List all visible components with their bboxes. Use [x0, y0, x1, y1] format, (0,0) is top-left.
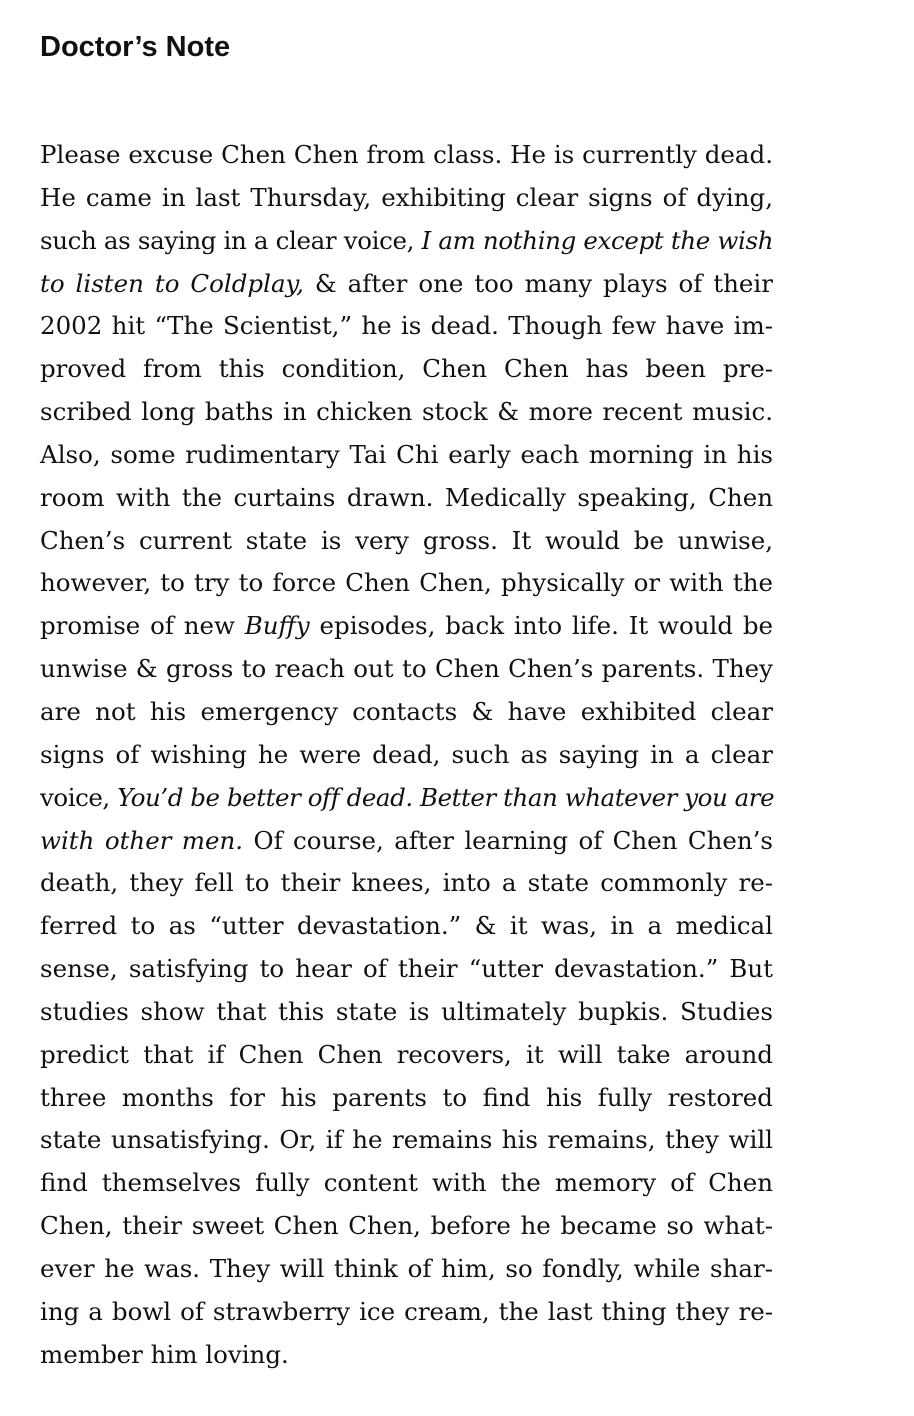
text-line	[40, 434, 773, 477]
text-line	[40, 777, 773, 820]
text-line	[40, 862, 773, 905]
italic-text: to listen to Coldplay,	[40, 268, 304, 298]
text-line	[40, 1334, 773, 1377]
text-run: Please excuse Chen Chen from class. He is currently dead.	[40, 140, 773, 169]
text-run: such as saying in a clear voice,	[40, 225, 422, 255]
text-line	[40, 605, 773, 648]
text-run: Of course, after learning of Chen Chen’s	[243, 825, 773, 855]
text-line	[40, 1291, 773, 1334]
text-line	[40, 648, 773, 691]
text-line	[40, 520, 773, 563]
text-line	[40, 734, 773, 777]
body-paragraph	[40, 134, 773, 1376]
text-run: member him loving.	[40, 1339, 289, 1369]
text-line	[40, 477, 773, 520]
text-line	[40, 562, 773, 605]
text-line	[40, 263, 773, 306]
text-run: find themselves fully content with the memory of Chen	[40, 1168, 773, 1198]
text-run: 2002 hit “The Scientist,” he is dead. Though few have im-	[40, 311, 773, 341]
text-run: room with the curtains drawn. Medically speaking, Chen	[40, 482, 773, 512]
page-title: Doctor’s Note	[40, 31, 231, 63]
text-line	[40, 134, 773, 177]
text-run: scribed long baths in chicken stock & more recent music.	[40, 397, 773, 427]
text-line	[40, 1248, 773, 1291]
text-run: sense, satisfying to hear of their “utter devastation.” But	[40, 954, 773, 984]
italic-text: Buffy	[244, 611, 310, 641]
text-run: & after one too many plays of their	[303, 268, 773, 298]
text-line	[40, 1162, 773, 1205]
text-run: ing a bowl of strawberry ice cream, the last thing they re-	[40, 1296, 773, 1326]
text-line	[40, 1077, 773, 1120]
text-run: three months for his parents to find his fully restored	[40, 1082, 773, 1112]
text-line	[40, 220, 773, 263]
text-line	[40, 177, 773, 220]
text-run: voice,	[40, 782, 118, 812]
text-line	[40, 1034, 773, 1077]
text-line	[40, 1205, 773, 1248]
text-line	[40, 348, 773, 391]
italic-text: with other men.	[40, 825, 244, 855]
text-run: proved from this condition, Chen Chen has been pre-	[40, 354, 773, 384]
text-run: predict that if Chen Chen recovers, it will take around	[40, 1039, 773, 1069]
text-line	[40, 991, 773, 1034]
text-run: Also, some rudimentary Tai Chi early each morning in his	[40, 439, 773, 469]
text-run: death, they fell to their knees, into a state commonly re-	[40, 868, 773, 898]
text-run: signs of wishing he were dead, such as saying in a clear	[40, 739, 773, 769]
text-line	[40, 905, 773, 948]
text-line	[40, 948, 773, 991]
text-line	[40, 1119, 773, 1162]
text-line	[40, 391, 773, 434]
text-run: however, to try to force Chen Chen, physically or with the	[40, 568, 773, 598]
text-run: are not his emergency contacts & have exhibited clear	[40, 696, 773, 726]
text-run: Chen’s current state is very gross. It would be unwise,	[40, 525, 773, 555]
text-line	[40, 305, 773, 348]
text-line	[40, 820, 773, 863]
text-run: He came in last Thursday, exhibiting clear signs of dying,	[40, 182, 773, 212]
italic-text: You’d be better off dead. Better than whatever you are	[117, 782, 775, 812]
italic-text: I am nothing except the wish	[421, 225, 774, 255]
text-line	[40, 691, 773, 734]
text-run: state unsatisfying. Or, if he remains his remains, they will	[40, 1125, 773, 1155]
text-run: ferred to as “utter devastation.” & it was, in a medical	[40, 911, 773, 941]
text-run: episodes, back into life. It would be	[309, 611, 774, 641]
text-run: unwise & gross to reach out to Chen Chen’s parents. They	[40, 654, 773, 684]
text-run: Chen, their sweet Chen Chen, before he became so what-	[40, 1211, 773, 1241]
text-run: studies show that this state is ultimately bupkis. Studies	[40, 996, 773, 1026]
text-run: promise of new	[40, 611, 245, 641]
text-run: ever he was. They will think of him, so fondly, while shar-	[40, 1253, 773, 1283]
